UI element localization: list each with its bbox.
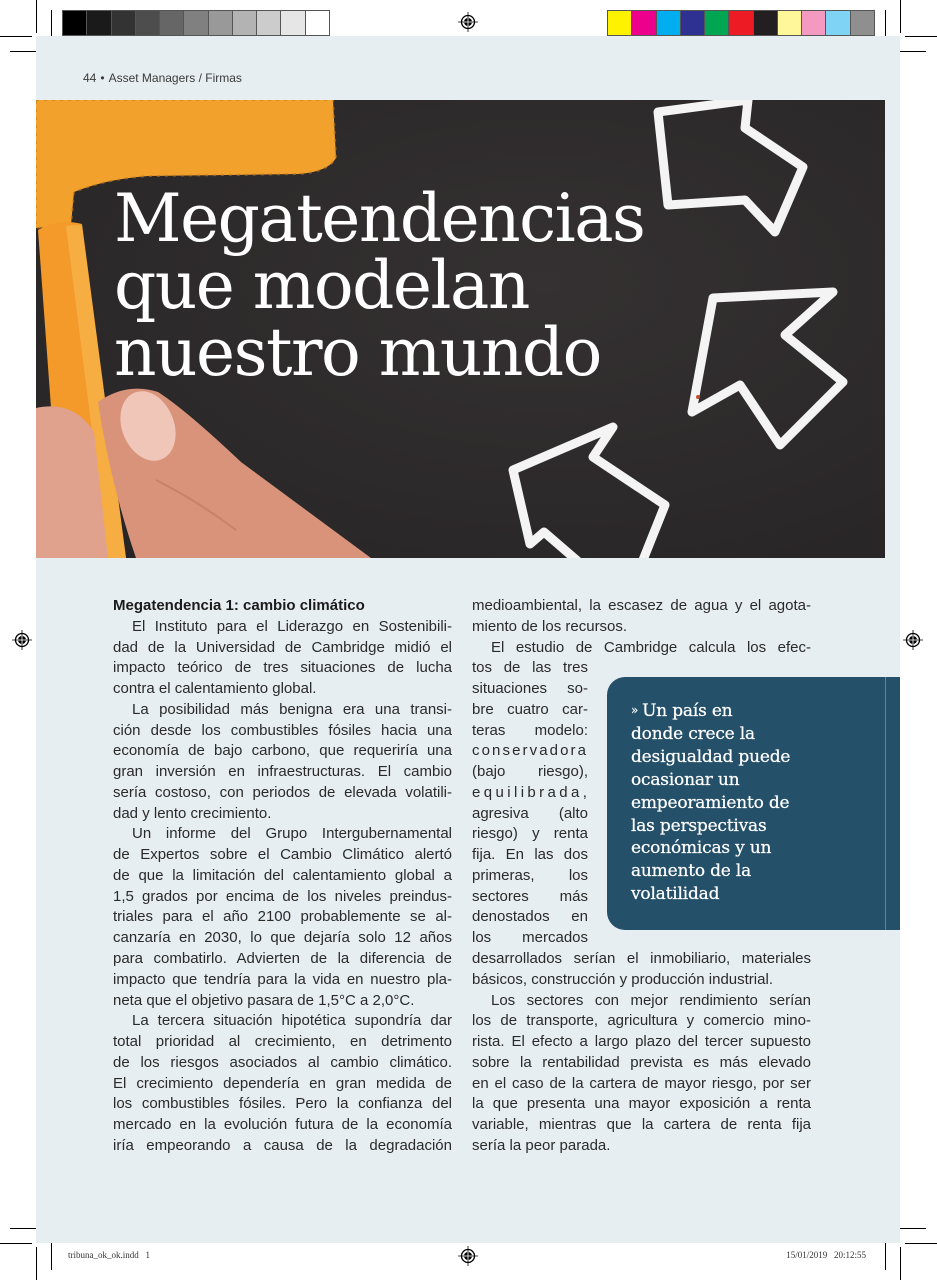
text-line: iría empeorando a causa de la degradación <box>113 1136 452 1154</box>
crop-mark <box>900 0 901 33</box>
text-line: El crecimiento dependería en gran medida de <box>113 1074 452 1092</box>
hero-image <box>36 100 885 558</box>
text-line: sectores más <box>472 887 588 905</box>
quote-line: económicas y un <box>631 838 772 859</box>
color-swatch <box>705 11 729 35</box>
text-line: fija. En las dos <box>472 846 588 864</box>
text-line: bre cuatro car- <box>472 700 588 718</box>
slug-timestamp: 15/01/2019 20:12:55 <box>786 1250 866 1260</box>
crop-mark <box>0 1243 32 1244</box>
running-header <box>83 71 246 85</box>
chalk-arrow <box>692 292 843 445</box>
quote-line: las perspectivas <box>631 815 767 836</box>
text-line: riesgo) y renta <box>472 825 588 843</box>
crop-mark <box>900 51 926 52</box>
text-line: sobre la rentabilidad prevista es más elevado <box>472 1053 811 1071</box>
chalk-arrow <box>513 427 665 558</box>
text-line: canzaría en 2030, lo que dejaría solo 12 años <box>113 929 452 947</box>
text-line: denostados en <box>472 908 588 926</box>
text-line: dad de la Universidad de Cambridge midió el <box>113 638 452 656</box>
section-heading: Megatendencia 1: cambio climático <box>113 597 365 614</box>
text-line: total prioridad al crecimiento, en detrimento <box>113 1033 452 1051</box>
color-swatch <box>729 11 753 35</box>
text-line: situaciones so- <box>472 680 588 698</box>
crop-mark <box>51 1243 52 1270</box>
quote-line: empeoramiento de <box>631 792 790 813</box>
text-line: los mercados <box>472 929 588 947</box>
text-line: los combustibles fósiles. Pero la confianza del <box>113 1095 452 1113</box>
text-line: en el caso de la cartera de mayor riesgo, por ser <box>472 1074 811 1092</box>
gray-swatch <box>281 11 305 35</box>
crop-mark <box>905 36 937 37</box>
color-swatch <box>608 11 632 35</box>
quote-line: donde crece la <box>631 723 755 744</box>
crop-mark <box>10 1228 36 1229</box>
registration-mark-icon <box>903 630 923 650</box>
color-swatch <box>826 11 850 35</box>
quote-line <box>631 699 900 723</box>
text-line: miento de los recursos. <box>472 617 628 635</box>
grayscale-color-bar <box>62 10 330 36</box>
color-swatch <box>657 11 681 35</box>
gray-swatch <box>112 11 136 35</box>
crop-mark <box>885 1243 886 1270</box>
gray-swatch <box>136 11 160 35</box>
pull-quote <box>607 677 900 930</box>
text-line: Los sectores con mejor rendimiento serían <box>491 991 811 1009</box>
text-line: para combatirlo. Advierten de la diferencia de <box>113 950 452 968</box>
quote-marker-icon: » <box>631 703 639 717</box>
quote-line: volatilidad <box>631 884 720 905</box>
text-line: mercado en la evolución futura de la economía <box>113 1116 452 1134</box>
text-line: de que la limitación del calentamiento global a <box>113 866 452 884</box>
text-line: ción desde los combustibles fósiles hacia una <box>113 721 452 739</box>
process-color-bar <box>607 10 875 36</box>
text-line: teras modelo: <box>472 721 588 739</box>
gray-swatch <box>87 11 111 35</box>
quote-line: aumento de la <box>631 861 752 882</box>
header-separator: • <box>100 71 105 85</box>
gray-swatch <box>184 11 208 35</box>
text-line: desarrollados serían el inmobiliario, materiales <box>472 950 811 968</box>
quote-text: Un país en <box>642 701 733 721</box>
text-line: de los riesgos asociados al cambio climático. <box>113 1053 452 1071</box>
color-swatch <box>851 11 874 35</box>
article-title <box>114 180 645 391</box>
article-column-1 <box>113 596 452 1157</box>
trim-line <box>885 677 886 930</box>
text-line: economía de bajo carbono, que requeriría una <box>113 742 452 760</box>
crop-mark <box>51 10 52 36</box>
crop-mark <box>0 36 32 37</box>
color-swatch <box>802 11 826 35</box>
text-line: Un informe del Grupo Intergubernamental <box>132 825 452 843</box>
crop-mark <box>900 1228 926 1229</box>
crop-mark <box>36 0 37 33</box>
text-line: La tercera situación hipotética supondría dar <box>132 1012 452 1030</box>
quote-line: ocasionar un <box>631 769 740 790</box>
gray-swatch <box>63 11 87 35</box>
text-line: contra el calentamiento global. <box>113 680 317 698</box>
text-line: la que presenta una mayor exposición a renta <box>472 1095 811 1113</box>
text-line: gran inversión en infraestructuras. El cambio <box>113 763 452 781</box>
text-line: variable, mientras que la cartera de renta fija <box>472 1116 811 1134</box>
section-name: Asset Managers / Firmas <box>108 71 242 85</box>
text-line: de Expertos sobre el Cambio Climático alertó <box>113 846 452 864</box>
text-line: El estudio de Cambridge calcula los efec- <box>491 638 811 656</box>
text-line: sería la peor parada. <box>472 1136 611 1154</box>
slug-filename: tribuna_ok_ok.indd 1 <box>68 1250 150 1260</box>
color-swatch <box>778 11 802 35</box>
text-line: tos de las tres <box>472 659 588 677</box>
text-line: sería costoso, con periodos de elevada volatili- <box>113 783 452 801</box>
title-line: nuestro mundo <box>114 314 601 391</box>
page-number: 44 <box>83 71 97 85</box>
text-line: La posibilidad más benigna era una transi- <box>132 700 452 718</box>
text-line: impacto teórico de tres situaciones de lucha <box>113 659 452 677</box>
gray-swatch <box>306 11 329 35</box>
text-line: medioambiental, la escasez de agua y el agota- <box>472 597 811 614</box>
text-line: conservadora <box>472 742 589 760</box>
quote-line: desigualdad puede <box>631 746 791 767</box>
crop-mark <box>900 1247 901 1280</box>
text-line: dad y lento crecimiento. <box>113 804 272 822</box>
text-line: equilibrada, <box>472 783 591 801</box>
gray-swatch <box>257 11 281 35</box>
color-swatch <box>754 11 778 35</box>
registration-mark-icon <box>12 630 32 650</box>
text-line: impacto que tendría para la vida en nuestro pla- <box>113 970 452 988</box>
text-line: triales para el año 2100 probablemente se al- <box>113 908 452 926</box>
text-line: básicos, construcción y producción industrial. <box>472 970 773 988</box>
text-line: El Instituto para el Liderazgo en Sostenibili- <box>132 617 452 635</box>
crop-mark <box>36 1247 37 1280</box>
text-line: neta que el objetivo pasara de 1,5°C a 2,0°C. <box>113 991 415 1009</box>
text-line: los de transporte, agricultura y comercio mino- <box>472 1012 811 1030</box>
title-line: Megatendencias <box>114 180 645 257</box>
crop-mark <box>905 1243 937 1244</box>
color-swatch <box>632 11 656 35</box>
text-line: rista. El efecto a largo plazo del tercer supuesto <box>472 1033 811 1051</box>
color-swatch <box>681 11 705 35</box>
text-line: 1,5 grados por encima de los niveles preindus- <box>113 887 452 905</box>
registration-mark-icon <box>458 1246 478 1266</box>
text-line: agresiva (alto <box>472 804 588 822</box>
crop-mark <box>10 51 36 52</box>
crop-mark <box>885 10 886 36</box>
text-line: (bajo riesgo), <box>472 763 588 781</box>
chalk-arrow <box>658 100 803 232</box>
text-line: primeras, los <box>472 866 588 884</box>
gray-swatch <box>209 11 233 35</box>
title-line: que modelan <box>114 247 529 324</box>
gray-swatch <box>160 11 184 35</box>
registration-mark-icon <box>458 12 478 32</box>
gray-swatch <box>233 11 257 35</box>
